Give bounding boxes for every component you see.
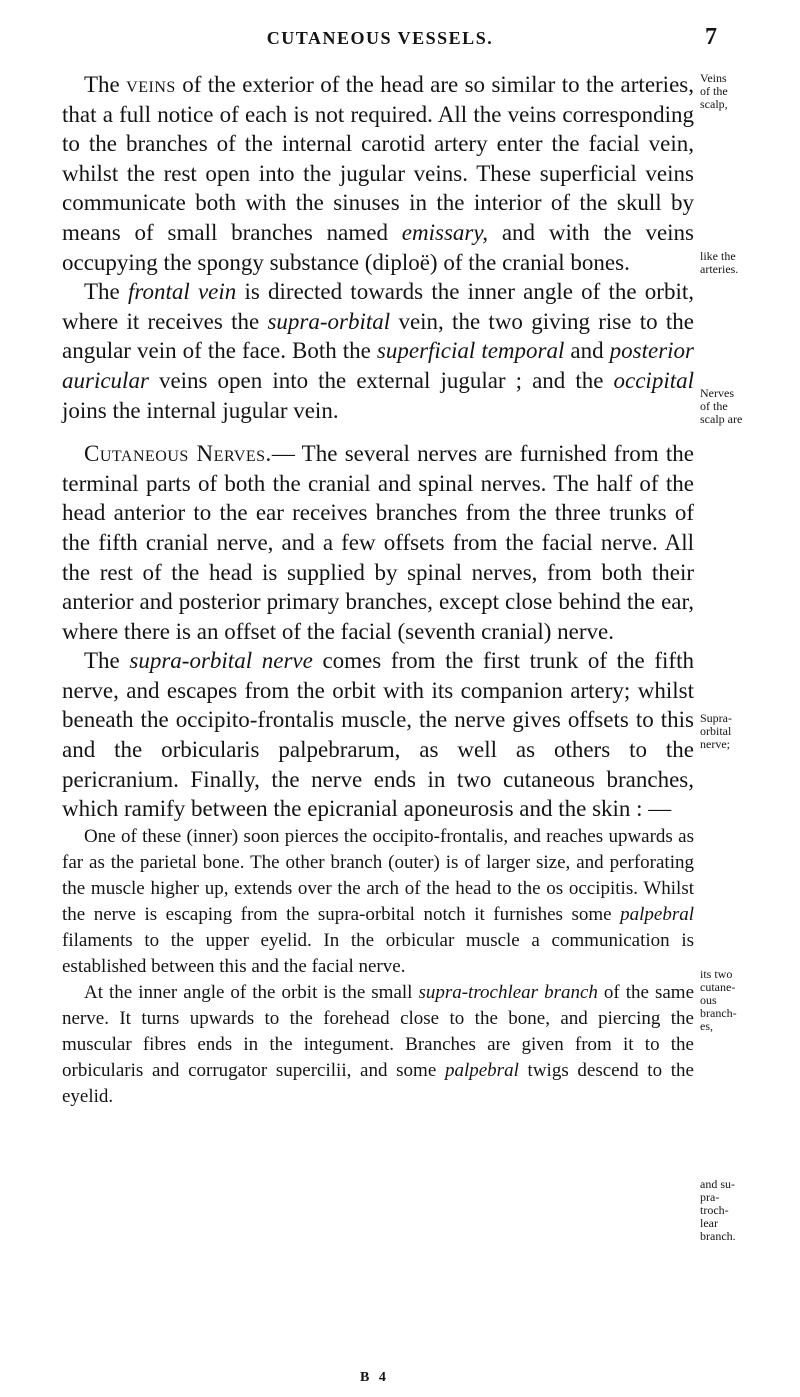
text-run: veins open into the external jugular ; and the (148, 367, 614, 393)
text-run: At the inner angle of the orbit is the small (84, 981, 419, 1003)
text-run: The (84, 72, 127, 97)
paragraph-frontal-vein (62, 277, 694, 425)
text-run: One of these (inner) soon pierces the occipito-frontalis, and reaches upwards as far as the parietal bone. The other branch (outer) is of larger size, and perforating the muscle higher up, extends over the arch of the head to the os occipitis. Whilst the nerve is escaping from the supra-orbital notch it furnishes some (62, 825, 694, 925)
small-caps-heading: veins (126, 72, 176, 97)
text-run: The (84, 279, 128, 305)
italic-term: posterior auricular (62, 338, 694, 393)
italic-term: supra-orbital nerve (129, 648, 313, 674)
paragraph-supra-trochlear (62, 980, 694, 1110)
italic-term: palpebral (444, 1059, 519, 1081)
text-run: The (84, 648, 130, 674)
paragraph-cutaneous-nerves (62, 439, 694, 646)
page-number: 7 (705, 24, 717, 50)
text-run: joins the internal jugular vein. (62, 397, 339, 423)
italic-term: superficial temporal (376, 338, 565, 364)
italic-term: emissary, (401, 219, 489, 245)
running-head (0, 24, 800, 54)
italic-term: frontal vein (127, 279, 237, 305)
margin-note-veins-of-scalp: Veins of the scalp, (700, 71, 728, 111)
margin-note-like-arteries: like the arteries. (700, 249, 739, 276)
section-gap (62, 425, 694, 439)
text-run: and (564, 338, 610, 364)
text-run: and with the veins occupying the spongy substance (diploë) of the cranial bones. (62, 219, 694, 275)
margin-note-nerves-of-scalp: Nerves of the scalp are (700, 386, 743, 426)
italic-term: supra-trochlear branch (418, 981, 598, 1003)
signature-mark: B 4 (360, 1370, 389, 1385)
italic-term: palpebral (620, 903, 694, 925)
margin-note-supra-orbital: Supra- orbital nerve; (700, 711, 732, 751)
small-caps-heading: Cutaneous Nerves. (84, 441, 272, 467)
text-run: of the exterior of the head are so similar to the arteries, that a full notice of each is not required. All the veins corresponding to the branches of the internal carotid artery enter the facial vein, whilst the rest open into the jugular veins. These superficial veins communicate both with the sinuses in the interior of the skull by means of small branches named (62, 72, 694, 245)
text-run: comes from the first trunk of the fifth nerve, and escapes from the orbit with its companion artery; whilst beneath the occipito-frontalis muscle, the nerve gives offsets to this and the orbicularis palpebrarum, as well as others to the pericranium. Finally, the nerve ends in two cutaneous branches, which ramify between the epicranial aponeurosis and the skin : — (62, 648, 694, 822)
paragraph-veins (62, 70, 694, 277)
margin-note-cutaneous-branches: its two cutane- ous branch- es, (700, 967, 737, 1033)
text-run: — The several nerves are furnished from the terminal parts of both the cranial and spinal nerves. The half of the head anterior to the ear receives branches from the three trunks of the fifth cranial nerve, and a few offsets from the facial nerve. All the rest of the head is supplied by spinal nerves, from both their anterior and posterior primary branches, except close behind the ear, where there is an offset of the facial (seventh cranial) nerve. (62, 441, 694, 644)
margin-note-supra-trochlear: and su- pra- troch- lear branch. (700, 1177, 736, 1243)
running-title: CUTANEOUS VESSELS. (266, 28, 494, 48)
text-run: is directed towards the inner angle of the orbit, where it receives the (62, 279, 694, 334)
text-run: filaments to the upper eyelid. In the orbicular muscle a communication is established between this and the facial nerve. (62, 929, 694, 977)
italic-term: supra-orbital (267, 308, 391, 334)
text-run: of the same nerve. It turns upwards to the forehead close to the bone, and piercing the muscular fibres ends in the integument. Branches are given from it to the orbicularis and corrugator supercilii, and some (62, 981, 695, 1081)
paragraph-supra-orbital-nerve (62, 646, 694, 824)
text-run: vein, the two giving rise to the angular vein of the face. Both the (62, 308, 694, 364)
italic-term: occipital (613, 367, 694, 393)
paragraph-cutaneous-branches (62, 824, 694, 980)
text-run: twigs descend to the eyelid. (62, 1059, 694, 1107)
body-text (62, 70, 694, 1110)
